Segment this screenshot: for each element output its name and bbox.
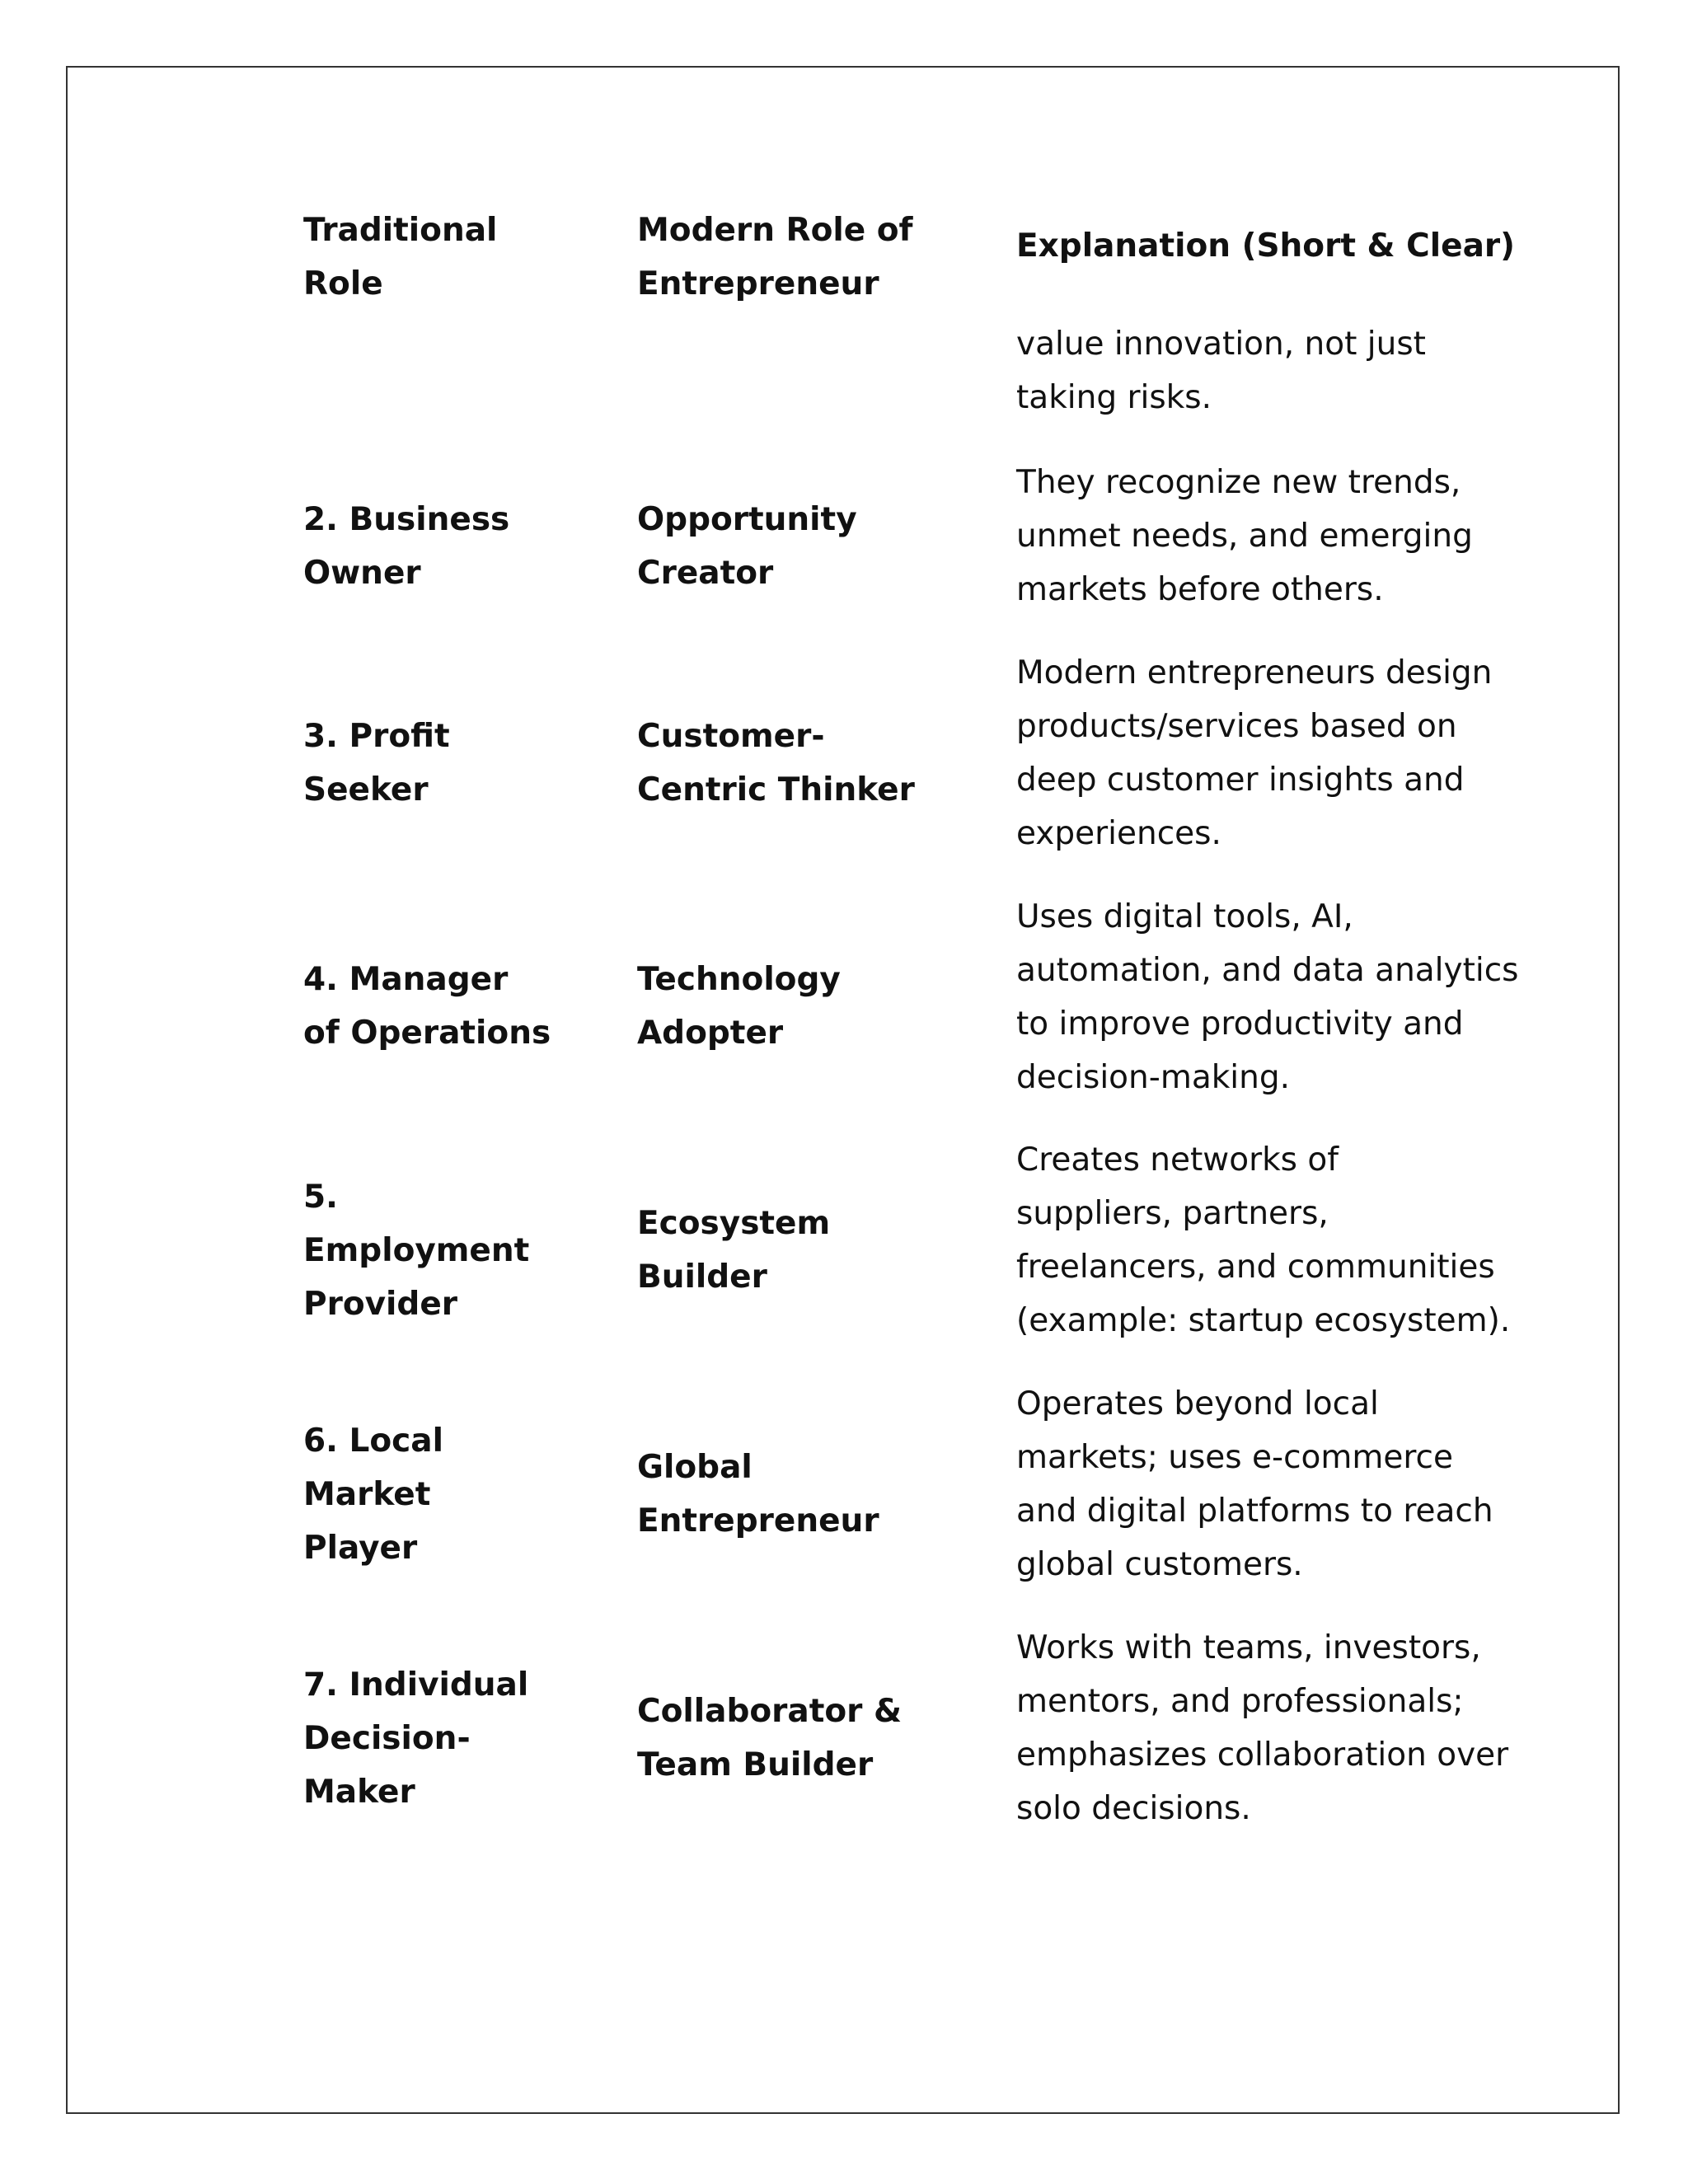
text-line: Seeker: [303, 771, 429, 808]
text-line: experiences.: [1016, 815, 1221, 852]
text-line: Global: [637, 1449, 753, 1486]
text-line: suppliers, partners,: [1016, 1195, 1329, 1232]
row-explanation: [1016, 1133, 1510, 1347]
text-line: Player: [303, 1530, 418, 1567]
text-line: Technology: [637, 961, 841, 998]
text-line: taking risks.: [1016, 379, 1212, 416]
header-text: Modern Role of: [637, 212, 913, 249]
text-line: (example: startup ecosystem).: [1016, 1302, 1511, 1339]
text-line: markets before others.: [1016, 571, 1384, 608]
header-text: Role: [303, 265, 383, 302]
text-line: emphasizes collaboration over: [1016, 1736, 1509, 1774]
text-line: markets; uses e-commerce: [1016, 1439, 1453, 1476]
text-line: 7. Individual: [303, 1666, 529, 1704]
row-traditional: [303, 710, 450, 817]
text-line: Opportunity: [637, 501, 857, 538]
text-line: and digital platforms to reach: [1016, 1493, 1493, 1530]
text-line: Employment: [303, 1232, 530, 1269]
text-line: Centric Thinker: [637, 771, 915, 808]
header-explanation: [1016, 219, 1515, 273]
header-text: Traditional: [303, 212, 498, 249]
row-modern: [637, 1685, 902, 1792]
text-line: 3. Profit: [303, 718, 450, 755]
text-line: 2. Business: [303, 501, 510, 538]
header-text: Explanation (Short & Clear): [1016, 227, 1515, 265]
row-explanation: [1016, 646, 1492, 860]
text-line: value innovation, not just: [1016, 326, 1426, 363]
row-modern: [637, 1197, 830, 1304]
text-line: 4. Manager: [303, 961, 509, 998]
text-line: global customers.: [1016, 1546, 1303, 1583]
text-line: Customer-: [637, 718, 825, 755]
text-line: Owner: [303, 555, 421, 592]
text-line: 5.: [303, 1179, 338, 1216]
row-explanation: [1016, 456, 1473, 616]
text-line: Operates beyond local: [1016, 1385, 1379, 1422]
text-line: 6. Local: [303, 1422, 443, 1460]
text-line: Creator: [637, 555, 774, 592]
row-modern: [637, 493, 857, 600]
text-line: Works with teams, investors,: [1016, 1629, 1481, 1666]
text-line: to improve productivity and: [1016, 1005, 1464, 1043]
text-line: unmet needs, and emerging: [1016, 518, 1473, 555]
text-line: of Operations: [303, 1015, 551, 1052]
text-line: Maker: [303, 1774, 415, 1811]
text-line: freelancers, and communities: [1016, 1249, 1495, 1286]
row-traditional: [303, 1170, 529, 1331]
text-line: They recognize new trends,: [1016, 464, 1461, 501]
continuation-text: [1016, 317, 1426, 424]
row-modern: [637, 953, 841, 1060]
text-line: Ecosystem: [637, 1205, 831, 1242]
header-text: Entrepreneur: [637, 265, 879, 302]
row-traditional: [303, 953, 551, 1060]
text-line: Decision-: [303, 1720, 471, 1757]
row-traditional: [303, 493, 509, 600]
text-line: Collaborator &: [637, 1693, 902, 1730]
row-explanation: [1016, 890, 1519, 1104]
row-explanation: [1016, 1377, 1493, 1591]
text-line: Adopter: [637, 1015, 784, 1052]
text-line: products/services based on: [1016, 708, 1457, 745]
text-line: Entrepreneur: [637, 1502, 879, 1540]
text-line: automation, and data analytics: [1016, 952, 1519, 989]
row-modern: [637, 1441, 879, 1548]
row-traditional: [303, 1414, 443, 1575]
row-explanation: [1016, 1621, 1508, 1835]
text-line: Market: [303, 1476, 431, 1513]
text-line: solo decisions.: [1016, 1790, 1251, 1827]
text-line: Provider: [303, 1286, 458, 1323]
text-line: decision-making.: [1016, 1059, 1291, 1096]
header-traditional-role: [303, 204, 497, 311]
text-line: Uses digital tools, AI,: [1016, 898, 1353, 935]
text-line: Creates networks of: [1016, 1141, 1339, 1179]
header-modern-role: [637, 204, 913, 311]
row-traditional: [303, 1658, 528, 1819]
text-line: deep customer insights and: [1016, 762, 1465, 799]
text-line: Modern entrepreneurs design: [1016, 654, 1493, 691]
text-line: Builder: [637, 1258, 767, 1296]
row-modern: [637, 710, 915, 817]
text-line: mentors, and professionals;: [1016, 1683, 1464, 1720]
text-line: Team Builder: [637, 1746, 874, 1783]
